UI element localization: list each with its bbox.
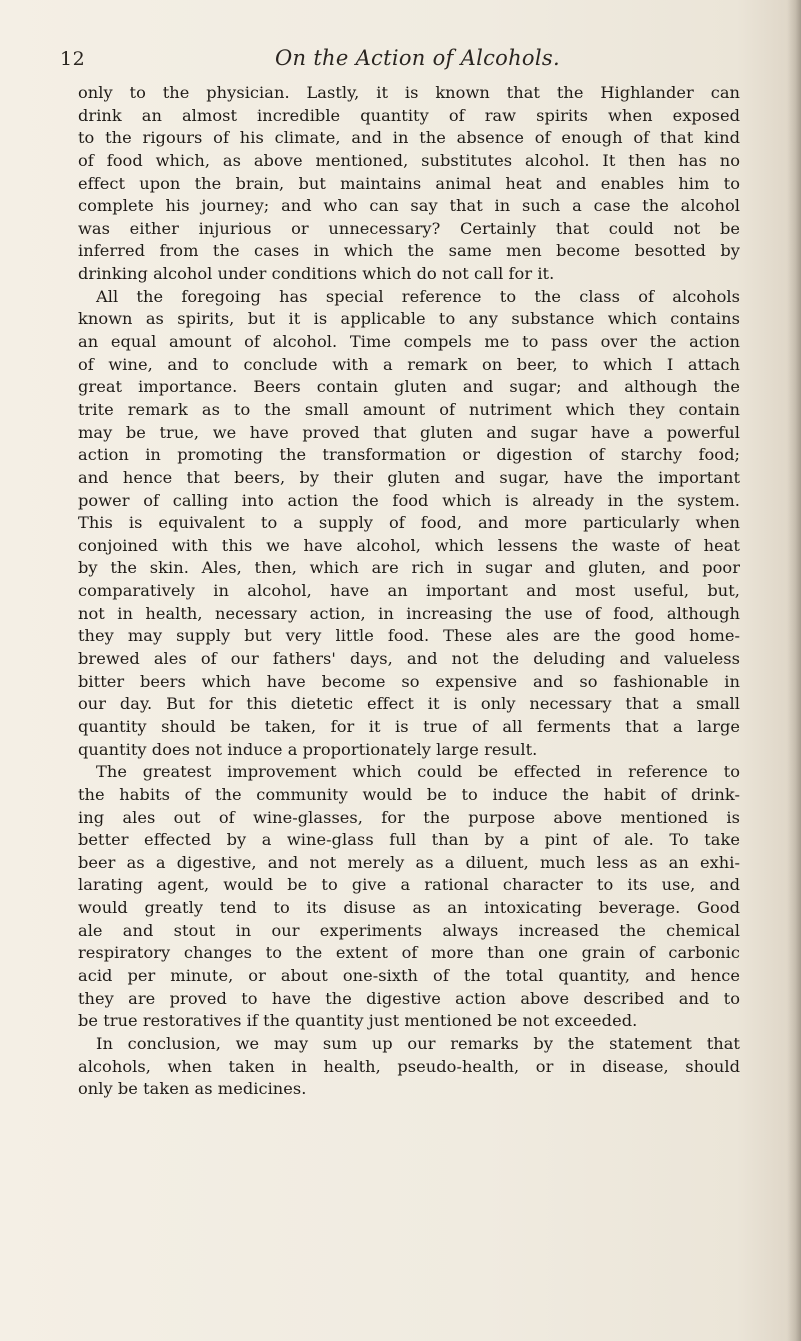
- text-line: In conclusion, we may sum up our remarks by the statement that: [96, 1033, 740, 1053]
- text-line: conjoined with this we have alcohol, which lessens the waste of heat: [78, 535, 740, 555]
- text-line: inferred from the cases in which the same men become besotted by: [78, 241, 740, 261]
- text-line: be true restoratives if the quantity just mentioned be not exceeded.: [78, 1011, 638, 1031]
- text-line: and hence that beers, by their gluten and sugar, have the important: [78, 467, 740, 487]
- text-line: our day. But for this dietetic effect it is only necessary that a small: [78, 694, 740, 714]
- text-line: would greatly tend to its disuse as an intoxicating beverage. Good: [78, 898, 740, 918]
- page-edge-shadow: [787, 0, 801, 1341]
- text-line: trite remark as to the small amount of nutriment which they contain: [78, 399, 740, 419]
- text-line: action in promoting the transformation or digestion of starchy food;: [78, 445, 740, 465]
- text-line: may be true, we have proved that gluten and sugar have a powerful: [78, 422, 740, 442]
- text-line: of food which, as above mentioned, substitutes alcohol. It then has no: [78, 150, 740, 170]
- text-line: ing ales out of wine-glasses, for the purpose above mentioned is: [78, 807, 740, 827]
- text-line: quantity should be taken, for it is true of all ferments that a large: [78, 716, 740, 736]
- page-header: [60, 48, 750, 78]
- text-line: an equal amount of alcohol. Time compels me to pass over the action: [78, 332, 740, 352]
- text-line: of wine, and to conclude with a remark on beer, to which I attach: [78, 354, 740, 374]
- text-line: power of calling into action the food which is already in the system.: [78, 490, 740, 510]
- text-line: great importance. Beers contain gluten and sugar; and although the: [78, 377, 740, 397]
- text-line: larating agent, would be to give a rational character to its use, and: [78, 875, 740, 895]
- text-line: respiratory changes to the extent of more than one grain of carbonic: [78, 943, 740, 963]
- text-line: to the rigours of his climate, and in the absence of enough of that kind: [78, 128, 740, 148]
- text-line: The greatest improvement which could be effected in reference to: [96, 762, 740, 782]
- text-line: This is equivalent to a supply of food, and more particularly when: [78, 513, 740, 533]
- page-number: 12: [60, 48, 86, 70]
- text-line: they are proved to have the digestive action above described and to: [78, 988, 740, 1008]
- text-line: complete his journey; and who can say that in such a case the alcohol: [78, 196, 740, 216]
- text-line: by the skin. Ales, then, which are rich in sugar and gluten, and poor: [78, 558, 740, 578]
- text-line: drinking alcohol under conditions which do not call for it.: [78, 264, 555, 284]
- running-head: On the Action of Alcohols.: [275, 46, 560, 70]
- text-line: better effected by a wine-glass full than by a pint of ale. To take: [78, 830, 740, 850]
- text-line: brewed ales of our fathers' days, and not the deluding and valueless: [78, 649, 740, 669]
- text-line: comparatively in alcohol, have an important and most useful, but,: [78, 581, 740, 601]
- text-line: was either injurious or unnecessary? Certainly that could not be: [78, 218, 740, 238]
- text-line: All the foregoing has special reference to the class of alcohols: [96, 286, 740, 306]
- text-line: only be taken as medicines.: [78, 1079, 307, 1099]
- text-line: alcohols, when taken in health, pseudo-health, or in disease, should: [78, 1056, 740, 1076]
- text-line: known as spirits, but it is applicable to any substance which contains: [78, 309, 740, 329]
- text-line: not in health, necessary action, in increasing the use of food, although: [78, 603, 740, 623]
- text-line: they may supply but very little food. These ales are the good home-: [78, 626, 740, 646]
- text-line: bitter beers which have become so expensive and so fashionable in: [78, 671, 740, 691]
- text-line: drink an almost incredible quantity of raw spirits when exposed: [78, 105, 740, 125]
- text-line: the habits of the community would be to induce the habit of drink-: [78, 784, 740, 804]
- text-line: acid per minute, or about one-sixth of the total quantity, and hence: [78, 965, 740, 985]
- body-text: [78, 82, 740, 1101]
- text-line: beer as a digestive, and not merely as a diluent, much less as an exhi-: [78, 852, 740, 872]
- text-line: only to the physician. Lastly, it is known that the Highlander can: [78, 83, 740, 102]
- text-line: effect upon the brain, but maintains animal heat and enables him to: [78, 173, 740, 193]
- text-line: quantity does not induce a proportionately large result.: [78, 739, 538, 759]
- text-line: ale and stout in our experiments always increased the chemical: [78, 920, 740, 940]
